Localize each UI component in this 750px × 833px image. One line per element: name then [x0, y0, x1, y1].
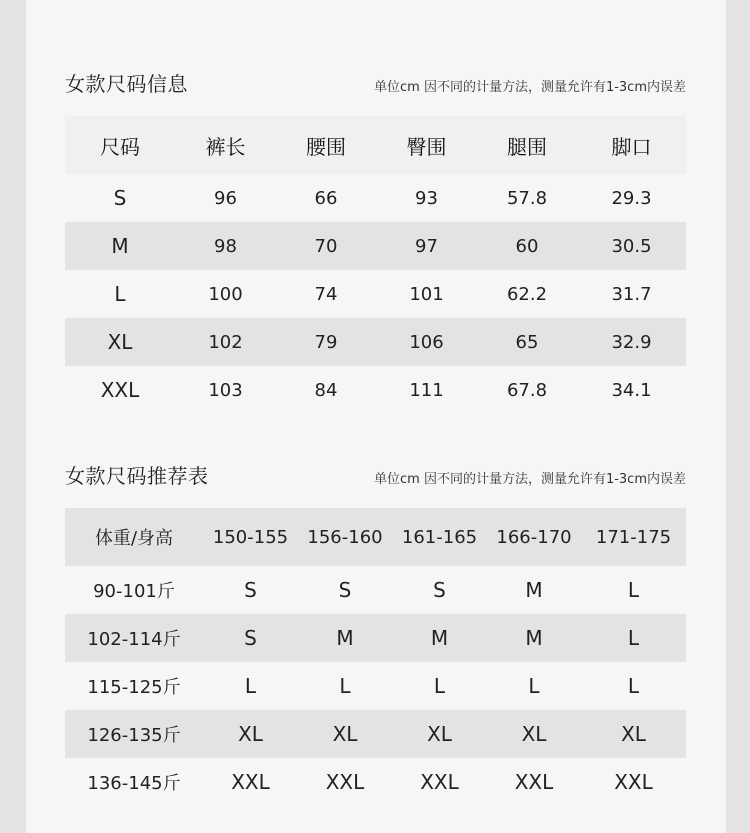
table-row — [65, 174, 686, 222]
table-cell: 74 — [314, 283, 338, 305]
table-cell: 96 — [214, 187, 237, 209]
table-cell: XXL — [231, 770, 270, 794]
size-recommend-table-wrap — [65, 508, 686, 806]
column-header: 裤长 — [205, 134, 246, 159]
table-cell: M — [430, 626, 449, 650]
table-cell: S — [433, 578, 446, 602]
size-info-section — [65, 68, 686, 98]
table-cell: 97 — [415, 235, 438, 257]
table-cell: 103 — [208, 379, 243, 401]
table-cell: 34.1 — [611, 379, 652, 401]
table-cell: XXL — [614, 770, 653, 794]
section-header — [65, 68, 686, 98]
column-header: 腿围 — [507, 134, 547, 159]
table-row — [65, 270, 686, 318]
table-cell: XL — [107, 330, 133, 354]
table-cell: L — [114, 282, 126, 306]
column-header: 腰围 — [306, 134, 346, 159]
table-cell: 115-125斤 — [87, 677, 181, 698]
table-cell: XL — [427, 722, 452, 746]
table-cell: L — [339, 674, 351, 698]
table-cell: 29.3 — [611, 187, 652, 209]
table-cell: S — [338, 578, 352, 602]
table-cell: L — [433, 674, 446, 698]
table-cell: 106 — [409, 331, 444, 353]
column-header: 171-175 — [595, 526, 672, 548]
table-row — [65, 614, 686, 662]
table-cell: XL — [332, 722, 358, 746]
column-header: 150-155 — [212, 526, 289, 548]
table-cell: 60 — [515, 235, 539, 257]
column-header: 尺码 — [100, 134, 140, 159]
column-header: 体重/身高 — [94, 528, 174, 549]
table-cell: 62.2 — [506, 283, 548, 305]
column-header: 166-170 — [496, 526, 572, 548]
section-header — [65, 460, 686, 490]
measurement-note: 单位cm 因不同的计量方法，测量允许有1-3cm内误差 — [374, 80, 686, 95]
table-row — [65, 710, 686, 758]
table-cell: S — [113, 186, 127, 210]
size-recommend-section — [65, 460, 686, 490]
section-title: 女款尺码推荐表 — [65, 464, 209, 488]
table-cell: XXL — [514, 770, 554, 794]
table-cell: 98 — [214, 235, 237, 257]
table-header-row — [65, 116, 686, 174]
column-header: 161-165 — [401, 526, 478, 548]
column-header: 脚口 — [611, 134, 652, 159]
table-cell: L — [627, 674, 640, 698]
table-cell: XL — [621, 722, 646, 746]
table-cell: XXL — [325, 770, 365, 794]
table-cell: S — [244, 626, 257, 650]
table-cell: 136-145斤 — [87, 773, 181, 794]
table-cell: L — [244, 674, 257, 698]
table-cell: 32.9 — [611, 331, 652, 353]
table-cell: 126-135斤 — [87, 725, 181, 746]
table-cell: L — [627, 578, 640, 602]
column-header: 臀围 — [406, 134, 447, 159]
size-info-table-wrap — [65, 116, 686, 414]
table-cell: XXL — [100, 378, 140, 402]
table-cell: 57.8 — [506, 187, 548, 209]
table-cell: M — [525, 578, 543, 602]
size-recommend-table — [65, 508, 686, 806]
table-cell: 84 — [314, 379, 338, 401]
table-row — [65, 318, 686, 366]
table-cell: 100 — [208, 283, 243, 305]
table-cell: 90-101斤 — [93, 581, 175, 602]
table-cell: S — [244, 578, 257, 602]
table-cell: M — [111, 234, 129, 258]
table-cell: XL — [521, 722, 547, 746]
table-cell: L — [528, 674, 540, 698]
column-header: 156-160 — [307, 526, 383, 548]
table-cell: 102-114斤 — [87, 629, 181, 650]
table-cell: 102 — [208, 331, 243, 353]
table-row — [65, 222, 686, 270]
table-cell: 79 — [314, 331, 338, 353]
size-info-table — [65, 116, 686, 414]
table-cell: L — [627, 626, 640, 650]
table-cell: 67.8 — [506, 379, 548, 401]
section-title: 女款尺码信息 — [65, 72, 188, 96]
measurement-note: 单位cm 因不同的计量方法，测量允许有1-3cm内误差 — [374, 472, 686, 487]
table-cell: XL — [238, 722, 263, 746]
table-row — [65, 366, 686, 414]
table-cell: M — [336, 626, 354, 650]
table-row — [65, 566, 686, 614]
table-cell: 70 — [314, 235, 338, 257]
table-cell: 66 — [314, 187, 338, 209]
table-row — [65, 758, 686, 806]
table-cell: M — [525, 626, 543, 650]
table-row — [65, 662, 686, 710]
table-cell: 101 — [409, 283, 444, 305]
table-header-row — [65, 508, 686, 566]
table-cell: 111 — [409, 379, 444, 401]
table-cell: 65 — [515, 331, 539, 353]
table-cell: XXL — [420, 770, 459, 794]
table-cell: 30.5 — [611, 235, 652, 257]
table-cell: 31.7 — [611, 283, 652, 305]
table-cell: 93 — [415, 187, 438, 209]
